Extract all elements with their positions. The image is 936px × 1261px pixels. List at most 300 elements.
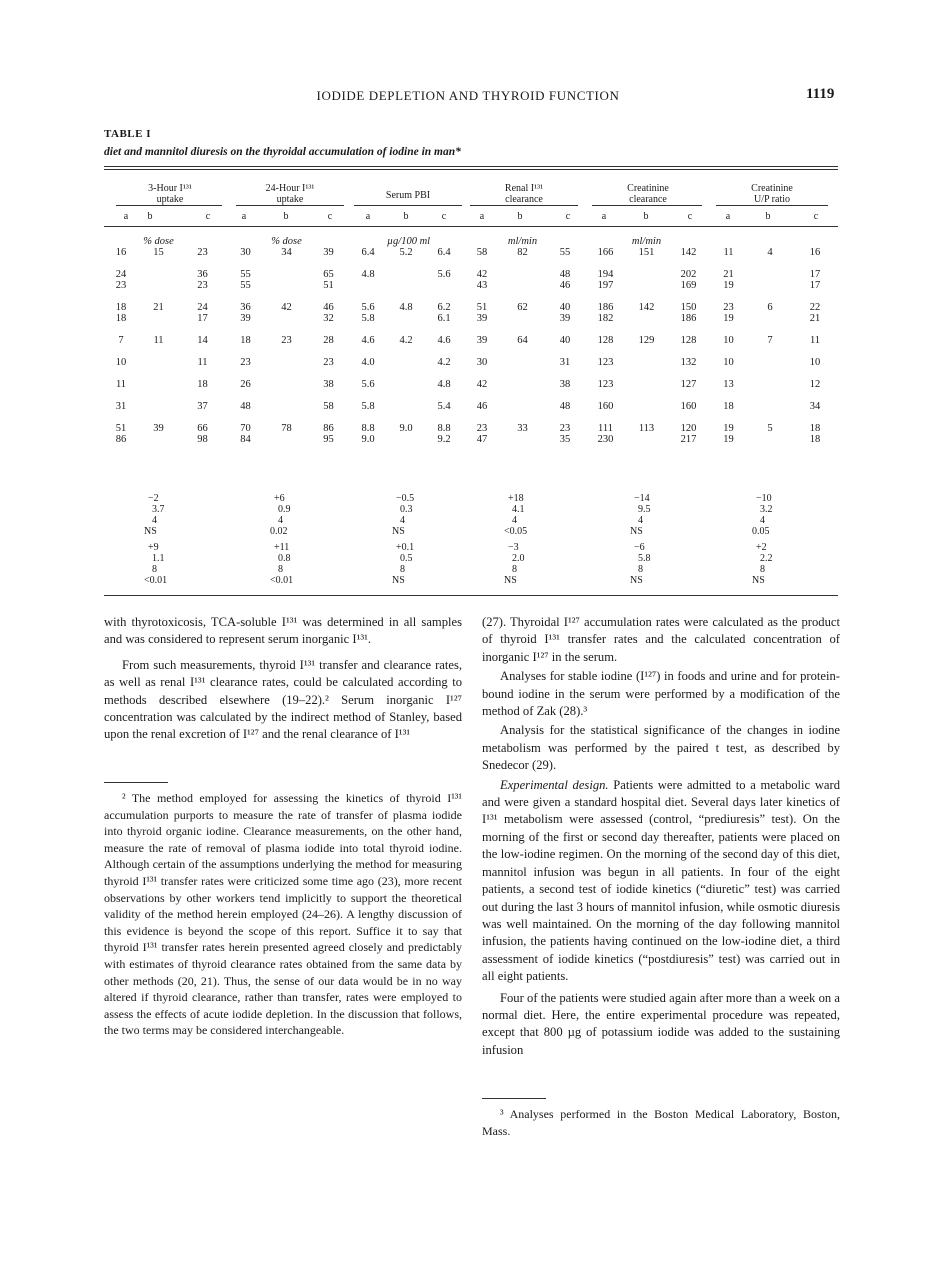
table-cell: 23 [476, 423, 488, 434]
table-cell: 123 [597, 357, 614, 368]
table-cell: 186 [597, 302, 614, 313]
table-cell: 48 [559, 269, 571, 280]
table-cell: 7 [767, 335, 773, 346]
table-cell: 82 [517, 247, 528, 258]
stat-value: −2 [148, 493, 159, 504]
table-cell [748, 434, 792, 445]
table-cell: 58 [476, 247, 488, 258]
table-cell: 6 [767, 302, 773, 313]
table-cell [387, 434, 425, 445]
section-heading: Experimental design. [500, 777, 609, 792]
table-cell [625, 280, 668, 291]
data-table [104, 236, 838, 445]
table-row [104, 390, 838, 412]
group-header-3: Renal I¹³¹ clearance [504, 183, 544, 205]
table-cell: 51 [476, 302, 488, 313]
table-cell: 78 [281, 423, 292, 434]
stat-value: +18 [508, 493, 524, 504]
table-cell: 46 [559, 280, 571, 291]
table-cell: 202 [680, 269, 697, 280]
paragraph: with thyrotoxicosis, TCA-soluble I¹³¹ was determined in all samples and was considered to represent serum inorganic I¹³¹. [104, 615, 462, 647]
table-cell: 123 [597, 379, 614, 390]
table-cell: 86 [323, 423, 334, 434]
stat-group [144, 542, 167, 586]
paragraph-body: Patients were admitted to a metabolic ward and were given a standard hospital diet. Several days later kinetics of I¹³¹ metabolism were assessed (control, “prediuresis” test). On the morning of the first or second day thereafter, patients were placed on the low-iodine regimen. On the morning of the second day of this diet, mannitol infusion was begun in all patients. In four of the eight patients, a second test of iodide kinetics (“diuretic” test) was carried out during the last 3 hours of mannitol infusion, while osmotic diuresis was well maintained. On the morning of the day following mannitol infusion, the patients having continued on the low-iodine diet, a third assessment of iodide kinetics (“postdiuresis” test) was carried out in all eight patients. [482, 777, 840, 984]
table-cell: 23 [723, 302, 734, 313]
table-cell: 166 [597, 247, 614, 258]
table-cell: 4.8 [437, 379, 451, 390]
table-cell: 23 [281, 335, 292, 346]
table-cell [501, 313, 544, 324]
unit-label: % dose [271, 236, 302, 247]
table-cell [625, 368, 668, 390]
stat-value: 8 [400, 564, 405, 575]
table-cell: 12 [809, 379, 821, 390]
table-cell [265, 313, 308, 324]
table-cell: 34 [281, 247, 292, 258]
table-cell: 18 [197, 379, 208, 390]
table-cell: 37 [197, 401, 208, 412]
table-row [104, 291, 838, 313]
stat-value: 0.3 [400, 504, 413, 515]
table-cell: 36 [197, 269, 208, 280]
stat-value: +6 [274, 493, 285, 504]
table-cell [501, 368, 544, 390]
table-cell: 51 [323, 280, 334, 291]
table-cell [625, 313, 668, 324]
table-cell: 5.6 [361, 379, 375, 390]
table-cell: 4 [767, 247, 773, 258]
stat-value: 5.8 [638, 553, 651, 564]
table-cell [138, 390, 179, 412]
table-cell: 39 [323, 247, 334, 258]
table-cell: 9.2 [437, 434, 451, 445]
subheader-b: b [765, 211, 771, 222]
table-cell [138, 434, 179, 445]
table-cell: 34 [809, 401, 821, 412]
table-cell: 65 [323, 269, 334, 280]
table-row [104, 258, 838, 280]
table-cell: 17 [809, 269, 821, 280]
table-cell [625, 346, 668, 368]
stat-value: 4 [638, 515, 643, 526]
table-cell: 142 [638, 302, 655, 313]
table-cell: 10 [723, 357, 734, 368]
table-cell: 160 [597, 401, 614, 412]
subheader-rule [104, 226, 838, 227]
stat-value: 4 [278, 515, 283, 526]
table-cell: 4.2 [399, 335, 413, 346]
table-cell [138, 346, 179, 368]
table-cell: 19 [723, 434, 734, 445]
stat-group [504, 493, 527, 537]
table-cell: 11 [809, 335, 821, 346]
table-cell [138, 280, 179, 291]
table-cell: 47 [476, 434, 488, 445]
table-cell: 42 [281, 302, 292, 313]
table-cell [501, 258, 544, 280]
table-cell [748, 258, 792, 280]
table-cell: 14 [197, 335, 208, 346]
table-cell: 120 [680, 423, 697, 434]
table-cell: 62 [517, 302, 528, 313]
group-rule [354, 205, 462, 206]
footnote-rule [482, 1098, 546, 1099]
table-cell: 18 [240, 335, 251, 346]
table-cell: 39 [476, 335, 488, 346]
subheader-a: a [601, 211, 607, 222]
table-cell: 18 [809, 434, 821, 445]
table-cell: 33 [517, 423, 528, 434]
table-cell: 19 [723, 313, 734, 324]
table-cell: 23 [197, 247, 208, 258]
table-cell: 6.1 [437, 313, 451, 324]
unit-label: ml/min [631, 236, 662, 247]
table-cell: 4.0 [361, 357, 375, 368]
table-cell: 31 [559, 357, 571, 368]
table-cell: 30 [476, 357, 488, 368]
table-cell: 128 [680, 335, 697, 346]
table-cell: 18 [723, 401, 734, 412]
table-cell [387, 390, 425, 412]
table-cell: 6.2 [437, 302, 451, 313]
table-cell [625, 434, 668, 445]
stat-value: <0.01 [270, 575, 294, 586]
stat-value: 2.0 [512, 553, 525, 564]
stat-value: 8 [512, 564, 517, 575]
subheader-c: c [441, 211, 447, 222]
stat-group [392, 493, 414, 537]
table-cell: 11 [153, 335, 164, 346]
table-cell: 46 [476, 401, 488, 412]
footnote-2 [104, 790, 462, 1039]
table-cell: 30 [240, 247, 251, 258]
table-cell: 24 [197, 302, 208, 313]
table-cell: 55 [559, 247, 571, 258]
stat-value: NS [392, 575, 405, 586]
table-cell: 38 [559, 379, 571, 390]
table-cell: 42 [476, 379, 488, 390]
table-cell [387, 313, 425, 324]
table-cell: 186 [680, 313, 697, 324]
table-cell: 18 [115, 313, 127, 324]
stat-value: 4.1 [512, 504, 525, 515]
table-cell: 8.8 [437, 423, 451, 434]
table-cell: 7 [118, 335, 124, 346]
table-cell [138, 258, 179, 280]
table-cell: 55 [240, 280, 251, 291]
stat-value: 0.5 [400, 553, 413, 564]
subheader-c: c [565, 211, 571, 222]
group-rule [236, 205, 344, 206]
table-cell: 230 [597, 434, 614, 445]
table-cell: 70 [240, 423, 251, 434]
table-cell [387, 280, 425, 291]
table-row [104, 247, 838, 258]
table-row [104, 346, 838, 368]
table-cell: 197 [597, 280, 614, 291]
table-cell: 4.2 [437, 357, 451, 368]
table-cell: 11 [723, 247, 734, 258]
table-cell: 31 [115, 401, 127, 412]
table-cell: 36 [240, 302, 251, 313]
table-cell: 5.6 [437, 269, 451, 280]
table-cell [265, 258, 308, 280]
table-cell [625, 390, 668, 412]
paragraph: From such measurements, thyroid I¹³¹ transfer and clearance rates, as well as renal I¹³¹ clearance rates, could be calculated according to methods described elsewhere (19–22).² Serum inorganic I¹²⁷ concentration was calculated by the indirect method of Stanley, based upon the renal excretion of I¹²⁷ and the renal clearance of I¹³¹ [104, 657, 462, 742]
subheader-c: c [205, 211, 211, 222]
table-cell [265, 280, 308, 291]
page-number: 1119 [806, 86, 835, 102]
table-cell: 10 [809, 357, 821, 368]
table-cell: 19 [723, 280, 734, 291]
stat-value: 4 [152, 515, 157, 526]
stat-group [270, 542, 293, 586]
stat-value: 8 [278, 564, 283, 575]
stat-value: NS [504, 575, 517, 586]
table-cell: 13 [723, 379, 734, 390]
stat-value: −3 [508, 542, 519, 553]
table-row [104, 280, 838, 291]
table-cell: 132 [680, 357, 697, 368]
table-cell: 28 [323, 335, 334, 346]
table-top-rule-2 [104, 169, 838, 170]
stat-value: NS [144, 526, 157, 537]
table-cell: 142 [680, 247, 697, 258]
table-cell: 18 [115, 302, 127, 313]
table-cell [748, 313, 792, 324]
table-cell: 40 [559, 302, 571, 313]
table-cell: 16 [115, 247, 127, 258]
table-cell: 9.0 [361, 434, 375, 445]
table-cell: 11 [197, 357, 208, 368]
table-cell [265, 346, 308, 368]
table-row [104, 434, 838, 445]
paragraph [482, 777, 840, 986]
table-cell: 5.4 [437, 401, 451, 412]
table-cell: 22 [809, 302, 821, 313]
units-row [104, 236, 838, 247]
stat-value: +9 [148, 542, 159, 553]
stat-group [270, 493, 291, 537]
table-cell: 23 [115, 280, 127, 291]
subheader-c: c [687, 211, 693, 222]
table-cell: 19 [723, 423, 734, 434]
paragraph: Analysis for the statistical significance of the changes in iodine metabolism was performed by the paired t test, as described by Snedecor (29). [482, 723, 840, 773]
group-header-4: Creatinine clearance [627, 183, 669, 205]
table-cell: 129 [638, 335, 655, 346]
stat-value: 0.9 [278, 504, 291, 515]
subheader-a: a [725, 211, 731, 222]
table-cell: 17 [197, 313, 208, 324]
table-cell: 43 [476, 280, 488, 291]
stat-value: NS [630, 526, 643, 537]
table-cell [425, 280, 463, 291]
table-cell: 26 [240, 379, 251, 390]
stat-value: NS [752, 575, 765, 586]
group-rule [716, 205, 828, 206]
table-cell: 46 [323, 302, 334, 313]
table-cell: 9.0 [399, 423, 413, 434]
subheader-a: a [479, 211, 485, 222]
paragraph: Analyses for stable iodine (I¹²⁷) in foods and urine and for protein-bound iodine in the serum were performed by a modification of the method of Zak (28).³ [482, 669, 840, 719]
table-cell: 48 [240, 401, 251, 412]
table-cell [625, 258, 668, 280]
table-cell: 55 [240, 269, 251, 280]
group-header-5: Creatinine U/P ratio [751, 183, 793, 205]
group-rule [116, 205, 222, 206]
table-cell: 4.6 [361, 335, 375, 346]
group-rule [470, 205, 578, 206]
table-cell [138, 368, 179, 390]
stat-value: 8 [152, 564, 157, 575]
table-cell: 169 [680, 280, 697, 291]
table-cell: 18 [809, 423, 821, 434]
stat-value: 4 [512, 515, 517, 526]
subheader-b: b [517, 211, 523, 222]
table-cell: 111 [598, 423, 613, 434]
subheader-c: c [813, 211, 819, 222]
table-cell: 66 [197, 423, 208, 434]
table-cell: 23 [559, 423, 571, 434]
table-cell: 113 [638, 423, 655, 434]
stat-group [504, 542, 525, 586]
stat-group [752, 542, 773, 586]
footnote-3 [482, 1106, 840, 1139]
table-cell: 4.8 [399, 302, 413, 313]
stat-value: 0.02 [270, 526, 288, 537]
table-cell: 40 [559, 335, 571, 346]
table-cell: 194 [597, 269, 614, 280]
table-label: TABLE I [104, 128, 152, 140]
table-cell: 182 [597, 313, 614, 324]
table-cell: 5.2 [399, 247, 413, 258]
table-cell: 98 [197, 434, 208, 445]
table-cell: 39 [559, 313, 571, 324]
table-row [104, 324, 838, 346]
stat-value: −14 [634, 493, 650, 504]
table-cell [349, 280, 387, 291]
table-row [104, 368, 838, 390]
stat-value: +2 [756, 542, 767, 553]
stat-value: +0.1 [396, 542, 415, 553]
table-cell: 84 [240, 434, 251, 445]
table-cell: 42 [476, 269, 488, 280]
unit-label: % dose [143, 236, 174, 247]
table-cell [387, 346, 425, 368]
table-cell [387, 258, 425, 280]
stat-value: 4 [760, 515, 765, 526]
subheader-a: a [123, 211, 129, 222]
subheader-a: a [365, 211, 371, 222]
subheader-b: b [403, 211, 409, 222]
unit-label: µg/100 ml [387, 236, 431, 247]
subheader-a: a [241, 211, 247, 222]
table-cell: 4.8 [361, 269, 375, 280]
stat-group [392, 542, 414, 586]
table-cell: 5.6 [361, 302, 375, 313]
paragraph: Four of the patients were studied again after more than a week on a normal diet. Here, the entire experimental procedure was repeated, except that 800 µg of potassium iodide was added to the sustaining infusion [482, 990, 840, 1057]
stat-value: −6 [634, 542, 645, 553]
table-cell: 64 [517, 335, 528, 346]
table-cell [501, 346, 544, 368]
table-row [104, 313, 838, 324]
stat-value: −10 [756, 493, 772, 504]
table-cell: 21 [153, 302, 164, 313]
stat-value: −0.5 [396, 493, 415, 504]
paragraph: (27). Thyroidal I¹²⁷ accumulation rates were calculated as the product of thyroid I¹³¹ transfer rates and the calculated concentration of inorganic I¹²⁷ in the serum. [482, 615, 840, 664]
table-cell [501, 390, 544, 412]
table-cell [265, 390, 308, 412]
table-cell [501, 280, 544, 291]
subheader-b: b [283, 211, 289, 222]
table-cell: 86 [115, 434, 127, 445]
table-bottom-rule [104, 595, 838, 596]
subheader-b: b [147, 211, 153, 222]
footnote-rule [104, 782, 168, 783]
stat-group [630, 542, 651, 586]
table-cell: 48 [559, 401, 571, 412]
table-cell: 24 [115, 269, 127, 280]
table-cell: 35 [559, 434, 571, 445]
table-cell: 17 [809, 280, 821, 291]
right-column [482, 614, 840, 1059]
left-column [104, 614, 462, 744]
table-cell: 39 [153, 423, 164, 434]
table-cell: 4.6 [437, 335, 451, 346]
stat-group [144, 493, 165, 537]
stat-value: <0.05 [504, 526, 528, 537]
stat-value: 4 [400, 515, 405, 526]
table-cell: 39 [476, 313, 488, 324]
table-cell: 16 [809, 247, 821, 258]
table-cell: 23 [323, 357, 334, 368]
table-cell [265, 434, 308, 445]
table-cell: 5.8 [361, 313, 375, 324]
table-cell: 8.8 [361, 423, 375, 434]
table-cell: 127 [680, 379, 697, 390]
stat-value: 0.8 [278, 553, 291, 564]
table-top-rule [104, 166, 838, 167]
table-cell [138, 313, 179, 324]
table-cell: 32 [323, 313, 334, 324]
table-cell: 23 [240, 357, 251, 368]
stat-value: 8 [638, 564, 643, 575]
table-cell [748, 390, 792, 412]
table-cell: 38 [323, 379, 334, 390]
unit-label: ml/min [507, 236, 538, 247]
table-cell [748, 280, 792, 291]
footnote-text: ² The method employed for assessing the kinetics of thyroid I¹³¹ accumulation purports to measure the rate of transfer of plasma iodide into thyroid organic iodine. Clearance measurements, on the other hand, measure the rate of removal of plasma iodide into total thyroid iodine. Although certain of the assumptions underlying the method for measuring thyroid I¹³¹ transfer rates were criticized some time ago (23), more recent observations by other workers tend implicitly to support the theoretical validity of the method herein employed (24–26). A lengthy discussion of this evidence is beyond the scope of this report. Suffice it to say that thyroid I¹³¹ transfer rates herein presented agreed closely and predictably with estimates of thyroid clearance rates obtained from the same data by other methods (20, 21). Thus, the sense of our data would be in no way altered if thyroid clearance, rather than transfer, rates were employed to assess the effects of acute iodide depletion. In the discussion that follows, the two terms may be considered interchangeable. [104, 791, 462, 1038]
table-cell: 95 [323, 434, 334, 445]
table-cell [748, 346, 792, 368]
table-cell: 10 [723, 335, 734, 346]
table-row [104, 412, 838, 434]
table-cell: 160 [680, 401, 697, 412]
stat-value: 9.5 [638, 504, 651, 515]
table-caption: diet and mannitol diuresis on the thyroidal accumulation of iodine in man* [104, 146, 461, 158]
stat-value: 3.2 [760, 504, 773, 515]
table-cell: 21 [809, 313, 821, 324]
table-cell [265, 368, 308, 390]
running-title: IODIDE DEPLETION AND THYROID FUNCTION [316, 88, 620, 103]
table-cell [387, 368, 425, 390]
footnote-text: ³ Analyses performed in the Boston Medical Laboratory, Boston, Mass. [482, 1107, 840, 1138]
table-cell: 39 [240, 313, 251, 324]
table-cell: 6.4 [437, 247, 451, 258]
group-header-2: Serum PBI [385, 190, 431, 201]
group-rule [592, 205, 702, 206]
